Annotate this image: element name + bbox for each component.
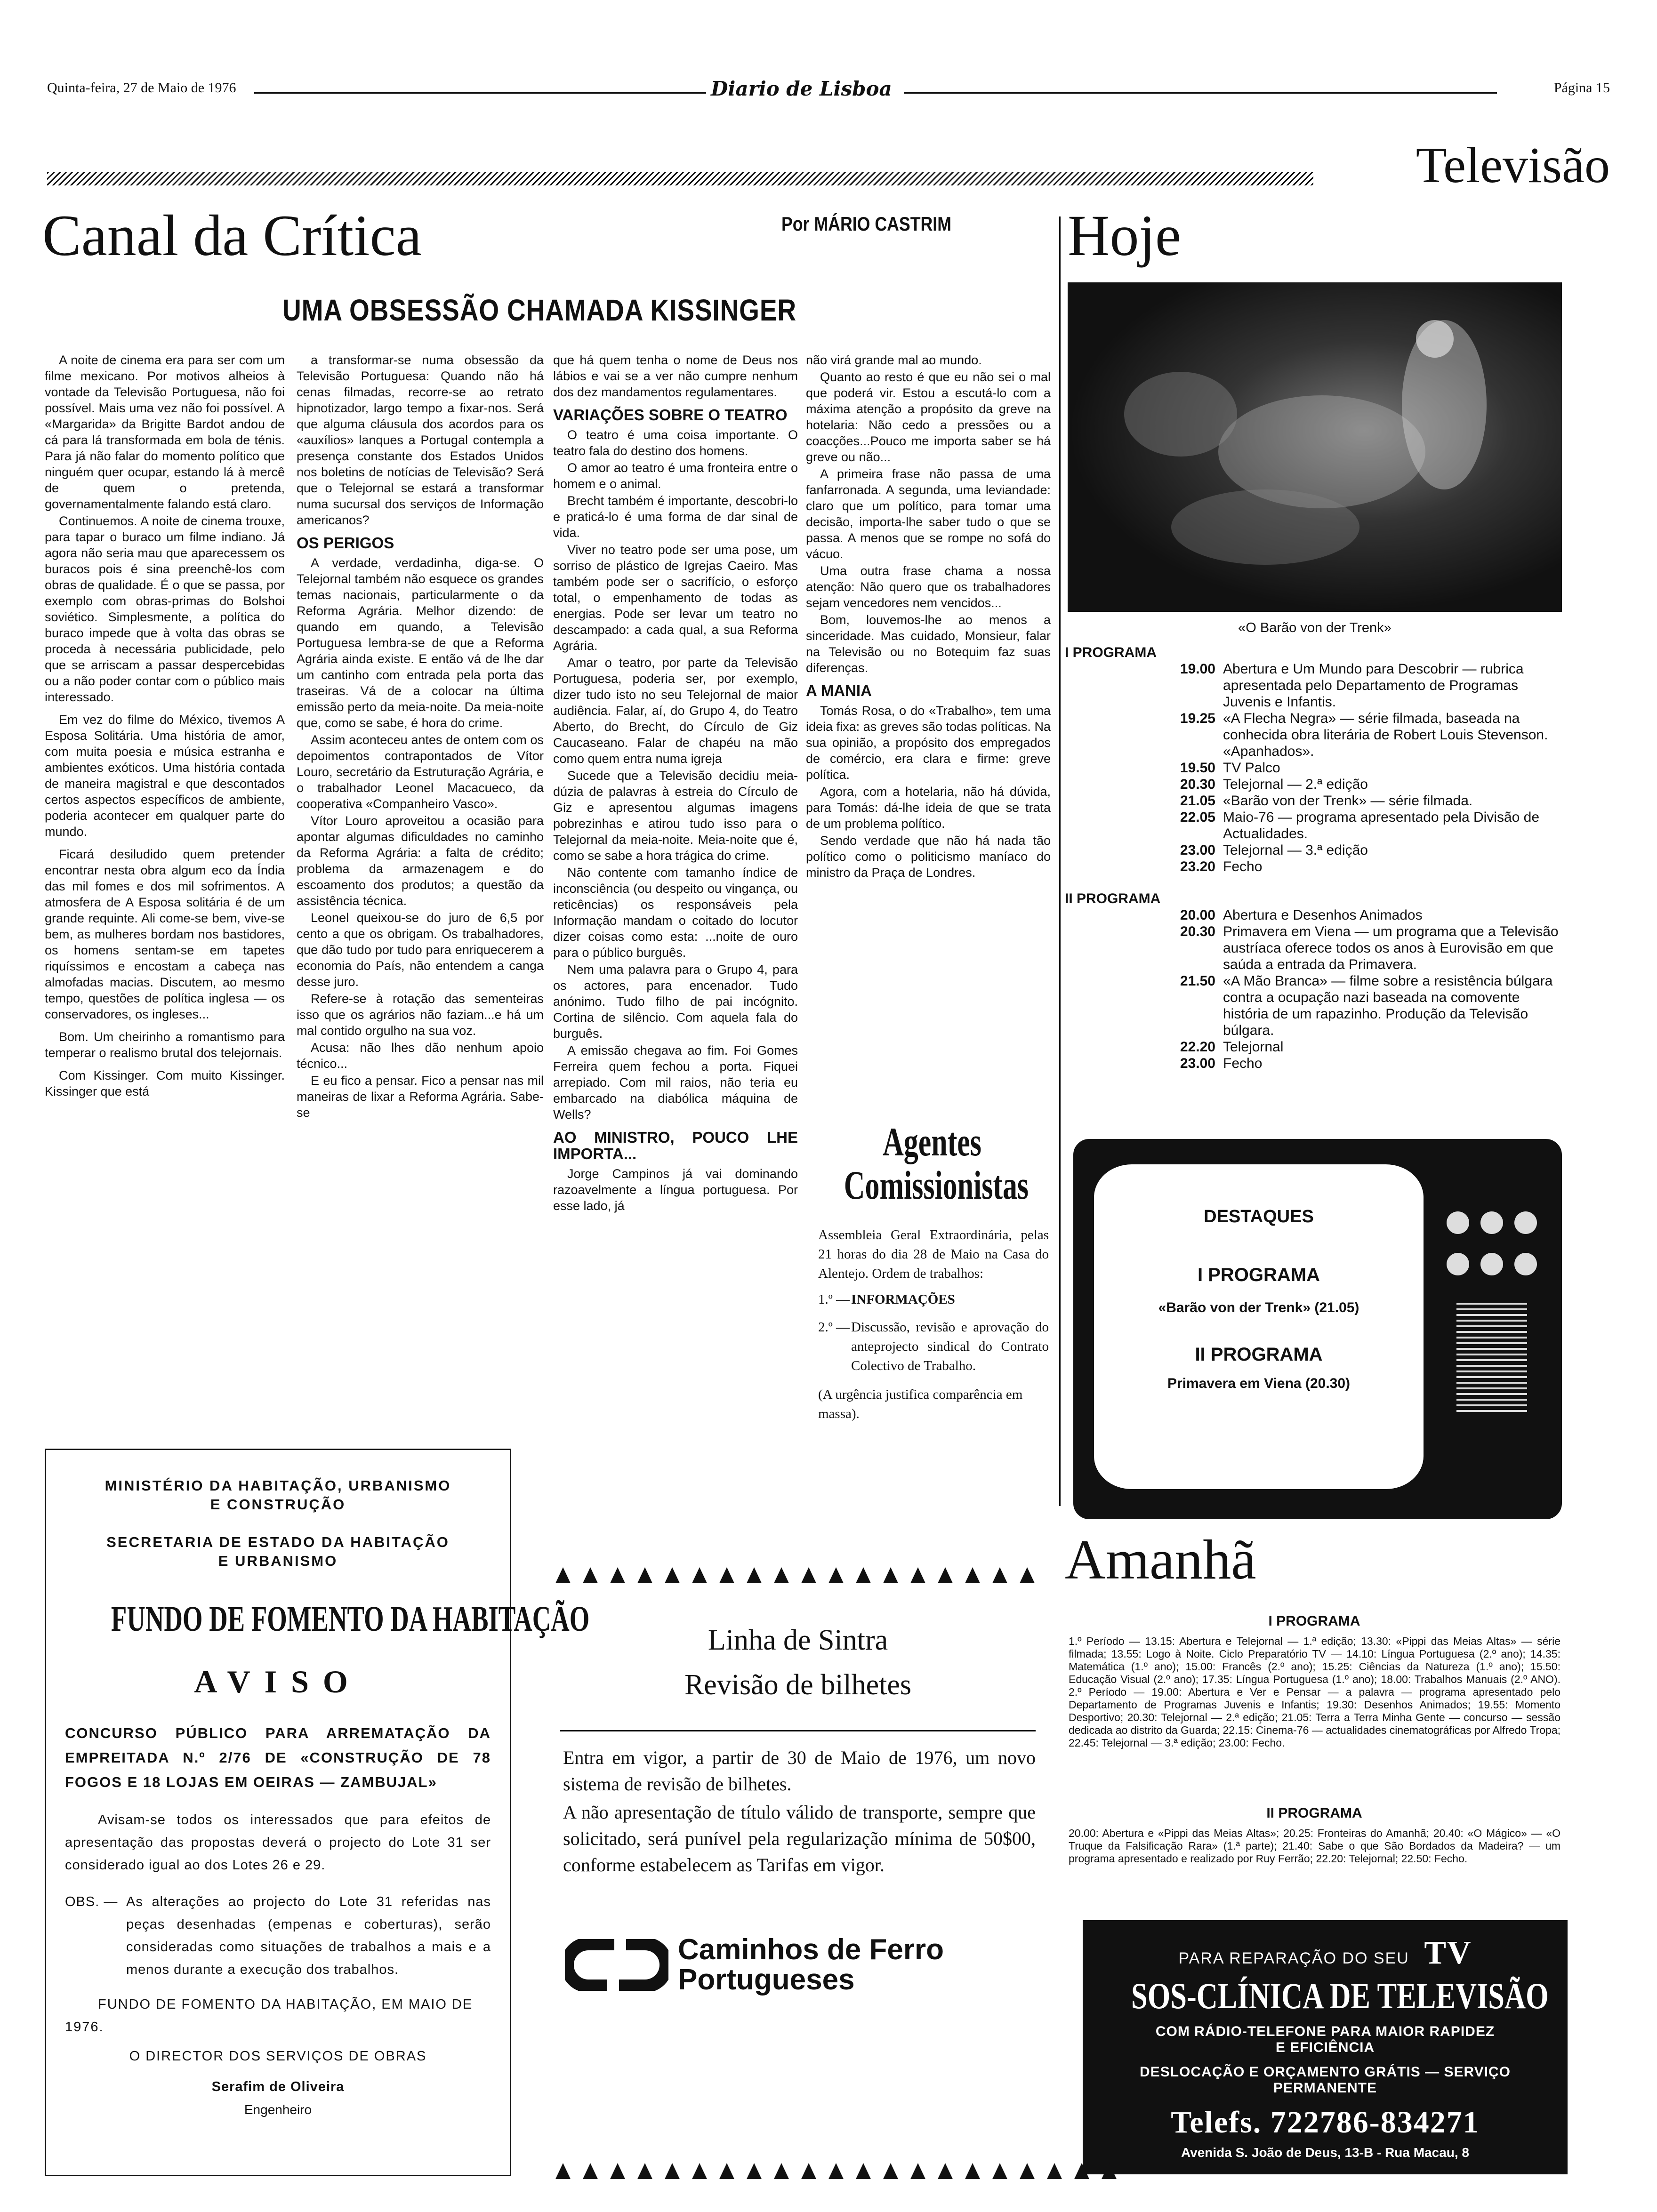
sintra-title-1: Linha de Sintra <box>708 1624 888 1656</box>
ministerio-line-3: SECRETARIA DE ESTADO DA HABITAÇÃO <box>106 1534 450 1550</box>
tv-controls <box>1442 1202 1541 1412</box>
schedule-desc: Primavera em Viena — um programa que a Televisão austríaca oferece todos os anos à Eurovisão em que saúda a entrada da Primavera. <box>1223 924 1559 972</box>
paragraph: Sendo verdade que não há nada tão político como o politicismo maníaco do ministro da Praça de Londres. <box>806 834 1051 880</box>
schedule-row <box>1159 842 1564 858</box>
schedule-desc: Telejornal — 2.ª edição <box>1223 777 1368 792</box>
agentes-title: Agentes Comissionistas <box>844 1119 1029 1208</box>
schedule-desc: Fecho <box>1223 859 1263 874</box>
paragraph: Acusa: não lhes dão nenhum apoio técnico... <box>297 1041 544 1071</box>
schedule-time: 20.00 <box>1180 907 1215 923</box>
hoje-title: Hoje <box>1068 203 1182 268</box>
schedule-time: 23.00 <box>1180 1056 1215 1071</box>
tv-screen <box>1094 1164 1424 1489</box>
paragraph: Tomás Rosa, o do «Trabalho», tem uma ideia fixa: as greves são todas políticas. Na sua opinião, a propósito dos empregados de comércio, era clara e firme: greve política. <box>806 704 1051 782</box>
prog1-list <box>1159 661 1564 875</box>
paragraph: Jorge Campinos já vai dominando razoavelmente a língua portuguesa. Por esse lado, já <box>553 1167 798 1213</box>
paragraph: Assim aconteceu antes de ontem com os depoimentos contrapontados de Vítor Louro, secretário da Estruturação Agrária, e o trabalhador Leonel Macacueco, da cooperativa «Companheiro Vasco». <box>297 733 544 811</box>
schedule-desc: Maio-76 — programa apresentado pela Divisão de Actualidades. <box>1223 809 1540 842</box>
paragraph: Vítor Louro aproveitou a ocasião para apontar algumas dificuldades no caminho da Reforma Agrária: a falta de crédito; problema da armazenagem e do escoamento dos produtos; a questão da assistência técnica. <box>297 814 544 908</box>
amanha-title: Amanhã <box>1065 1528 1256 1591</box>
cp-logo-icon <box>565 1939 668 1991</box>
agentes-box <box>810 1059 1054 1534</box>
paragraph: Brecht também é importante, descobri-lo e praticá-lo é uma forma de dar sinal de vida. <box>553 494 798 540</box>
sos-line-3: DESLOCAÇÃO E ORÇAMENTO GRÁTIS — SERVIÇO <box>1140 2064 1511 2080</box>
paragraph: a transformar-se numa obsessão da Televisão Portuguesa: Quando não há cenas filmadas, recorre-se ao retrato hipnotizador, largo tempo a fixar-nos. Será que alguma cláusula dos acordos para os «auxílios» lanques a Portugal contempla a presença constante dos Estados Unidos nos boletins de notícias de Televisão? Será que o Telejornal se estará a transformar numa sucursal dos serviços de Informação americanos? <box>297 353 544 527</box>
schedule-desc: Telejornal — 3.ª edição <box>1223 842 1368 858</box>
schedule-time: 21.50 <box>1180 973 1215 989</box>
article-col-3 <box>553 352 798 1552</box>
schedule-row <box>1159 1039 1564 1055</box>
knob-icon <box>1480 1211 1503 1234</box>
amanha-prog2-label: II PROGRAMA <box>1266 1805 1362 1821</box>
paragraph: Viver no teatro pode ser uma pose, um sorriso de plástico de Igrejas Caeiro. Mas também pode ser o sacrifício, o esforço total, o empenhamento de todas as energias. Pode ser levar um teatro no descampado: a cada qual, a sua Reforma Agrária. <box>553 543 798 653</box>
rule-left <box>254 92 706 94</box>
cp-line-2: Portugueses <box>678 1964 855 1996</box>
sos-tv: TV <box>1424 1935 1472 1971</box>
triangle-border-top <box>555 1567 1040 1583</box>
item-text: Discussão, revisão e aprovação do anteprojecto sindical do Contrato Colectivo de Trabalho. <box>851 1320 1049 1373</box>
schedule-row <box>1159 923 1564 973</box>
destaques-prog1-show: «Barão von der Trenk» (21.05) <box>1158 1300 1359 1315</box>
obs-block <box>65 1891 491 1981</box>
schedule-row <box>1159 661 1564 710</box>
schedule-desc: Fecho <box>1223 1056 1263 1071</box>
paragraph: Nem uma palavra para o Grupo 4, para os actores, para encenador. Tudo anónimo. Tudo filho de pai incógnito. Cortina de silêncio. Com aquela fala do burguês. <box>553 962 798 1041</box>
paragraph: Bom, louvemos-lhe ao menos a sinceridade. Mas cuidado, Monsieur, falar na Televisão ou no Botequim faz suas diferenças. <box>806 613 1051 675</box>
destaques-prog2-show: Primavera em Viena (20.30) <box>1167 1376 1351 1391</box>
paragraph: O amor ao teatro é uma fronteira entre o homem e o animal. <box>553 461 798 491</box>
sintra-title-2: Revisão de bilhetes <box>684 1669 912 1701</box>
issue-date: Quinta-feira, 27 de Maio de 1976 <box>47 80 236 96</box>
paragraph: A noite de cinema era para ser com um filme mexicano. Por motivos alheios à vontade da Televisão Portuguesa, não foi possível. Mais uma vez não foi possível. A «Margarida» da Brigitte Bardot andou de cá para lá transformada em bola de ténis. Para já não falar do momento político que ninguém quer ocupar, estando lá à mercê de quem o pretenda, governamentalmente falando está claro. <box>45 353 285 511</box>
schedule-desc: «A Mão Branca» — filme sobre a resistência búlgara contra a ocupação nazi baseada na comovente história de um rapazinho. Produção da Televisão búlgara. <box>1223 973 1553 1038</box>
paragraph: Ficará desiludido quem pretender encontrar nesta obra algum eco da Índia das mil fomes e dos mil sofrimentos. A atmosfera de A Esposa solitária é de um grande requinte. Ali come-se bem, vive-se bem, as mulheres bordam nos bastidores, os homens sentam-se em tapetes riquíssimos e encostam a cabeça nas almofadas macias. Discutem, ao mesmo tempo, questões de política inglesa — os conservadores, os ingleses... <box>45 847 285 1021</box>
byline: Por MÁRIO CASTRIM <box>781 213 951 235</box>
schedule-row <box>1159 710 1564 760</box>
paragraph: Uma outra frase chama a nossa atenção: Não quero que os trabalhadores sejam vencedores nem vencidos... <box>806 564 1051 610</box>
amanha-prog1-label: I PROGRAMA <box>1268 1613 1360 1629</box>
paragraph: A verdade, verdadinha, diga-se. O Telejornal também não esquece os grandes temas nacionais, particularmente o da Reforma Agrária. Melhor dizendo: de quando em quando, a Televisão Portuguesa lembra-se de que a Reforma Agrária ainda existe. E então vá de lhe dar um cantinho com entrada pela porta das traseiras. Vá de a colocar na última emissão perto da meia-noite. Da meia-noite que, como se sabe, é hora do crime. <box>297 556 544 730</box>
schedule-time: 19.00 <box>1180 661 1215 677</box>
schedule-time: 19.25 <box>1180 711 1215 726</box>
photo-barao <box>1068 282 1562 612</box>
fundo-date: FUNDO DE FOMENTO DA HABITAÇÃO, EM MAIO DE 1976. <box>65 1997 473 2035</box>
sos-ad <box>1083 1920 1568 2174</box>
paragraph: Não contente com tamanho índice de inconsciência (ou despeito ou vingança, ou reticências) os responsáveis pela Informação mandam o coitado do locutor dizer coisas como esta: ...noite de ouro para o público burguês. <box>553 866 798 960</box>
schedule-row <box>1159 760 1564 776</box>
prog2-label: II PROGRAMA <box>1065 891 1161 906</box>
paragraph: Quanto ao resto é que eu não sei o mal que poderá vir. Estou a escutá-lo com a máxima atenção a propósito da greve na hotelaria: Não cedo a pressões ou a coacções...Pouco me importa saber se há greve ou não... <box>806 370 1051 464</box>
knob-icon <box>1514 1253 1537 1275</box>
amanha-prog1-text: 1.º Período — 13.15: Abertura e Telejornal — 1.ª edição; 13.30: «Pippi das Meias Altas» — série filmada; 13.55: Logo à Noite. Ciclo Preparatório TV — 14.10: Língua Portuguesa (2.º ano); 14.35: Matemática (1.º ano); 15.00: Francês (2.º ano); 15.25: Ciências da Natureza (1.º ano); 15.50: Educação Visual (2.º ano); 17.35: Língua Portuguesa (1.º ano); 18.00: Trabalhos Manuais (2.º ANO). 2.º Período — 19.00: Abertura e Ver e Pensar — a palavra — programa apresentado pelo Departamento de Programas Juvenis e Infantis; 19.30: Desenhos Animados; 19.55: Momento Desportivo; 20.30: Telejornal — 2.ª edição; 21.05: Terra a Terra Minha Gente — concurso — sessão dedicada ao distrito da Guarda; 22.15: Cinema-76 — actualidades cinematográficas por Alfredo Tropa; 22.45: Telejornal — 3.ª edição; 23.00: Fecho. <box>1069 1635 1560 1749</box>
paragraph: Em vez do filme do México, tivemos A Esposa Solitária. Uma história de amor, com muita poesia e música estranha e ambientes exóticos. Uma história contada de maneira magistral e que descontados certos aspectos específicos de ambiente, poderia acontecer em qualquer parte do mundo. <box>45 713 285 839</box>
schedule-row <box>1159 973 1564 1039</box>
agentes-note: (A urgência justifica comparência em massa). <box>818 1387 1023 1421</box>
item-text: INFORMAÇÕES <box>851 1292 955 1307</box>
rule-right <box>904 92 1497 94</box>
speaker-grille-icon <box>1456 1299 1527 1412</box>
subhead: OS PERIGOS <box>297 534 394 552</box>
obs-label: OBS. — <box>65 1894 118 1909</box>
fundo-title: FUNDO DE FOMENTO DA HABITAÇÃO <box>111 1599 590 1639</box>
paper-name: Diario de Lisboa <box>711 77 892 100</box>
headline: UMA OBSESSÃO CHAMADA KISSINGER <box>282 293 797 327</box>
schedule-time: 23.20 <box>1180 859 1215 874</box>
cp-logo <box>565 1935 1040 1995</box>
schedule-desc: «Barão von der Trenk» — série filmada. <box>1223 793 1473 809</box>
triangle-border-bottom <box>555 2163 1117 2179</box>
photo-scene-icon <box>1068 282 1562 612</box>
agentes-item-2 <box>818 1318 1049 1376</box>
amanha-prog2-text: 20.00: Abertura e «Pippi das Meias Altas»; 20.25: Fronteiras do Amanhã; 20.40: «O Mágico» — «O Truque da Falsificação Rara» (1.ª parte); 21.40: Sabe o que São Bordados da Madeira? — um programa apresentado e realizado por Ruy Ferrão; 22.20: Telejornal; 22.50: Fecho. <box>1069 1827 1560 1865</box>
ministerio-line-4: E URBANISMO <box>218 1553 338 1569</box>
sintra-rule <box>560 1730 1036 1731</box>
tv-set <box>1073 1139 1562 1519</box>
subhead: AO MINISTRO, POUCO LHE IMPORTA... <box>553 1129 798 1162</box>
schedule-desc: TV Palco <box>1223 760 1280 776</box>
knob-icon <box>1514 1211 1537 1234</box>
paragraph: A primeira frase não passa de uma fanfarronada. A segunda, uma leviandade: claro que um político, para tomar uma decisão, importa-lhe saber tudo o que se passa. A menos que se rompe no sofá do vácuo. <box>806 467 1051 561</box>
ministerio-line-2: E CONSTRUÇÃO <box>210 1496 346 1513</box>
article-col-4 <box>806 352 1051 1025</box>
sos-name: SOS-CLÍNICA DE TELEVISÃO <box>1131 1975 1549 2016</box>
obs-text: As alterações ao projecto do Lote 31 referidas nas peças desenhadas (empenas e coberturas), serão consideradas como situações de trabalhos a mais e a menos durante a execução dos trabalhos. <box>126 1894 491 1977</box>
ministerio-ad <box>45 1449 590 2176</box>
knob-icon <box>1480 1253 1503 1275</box>
article-col-2 <box>297 352 544 1420</box>
paragraph: Com Kissinger. Com muito Kissinger. Kissinger que está <box>45 1068 285 1098</box>
subhead: A MANIA <box>806 682 872 699</box>
paragraph: O teatro é uma coisa importante. O teatro fala do destino dos homens. <box>553 428 798 458</box>
knob-icon <box>1447 1211 1469 1234</box>
schedule-row <box>1159 776 1564 793</box>
cp-name <box>678 1935 944 1995</box>
paragraph: A emissão chegava ao fim. Foi Gomes Ferreira quem fechou a porta. Fiquei arrepiado. Com mil raios, não teria eu embarcado na diabólica máquina de Wells? <box>553 1043 798 1122</box>
schedule-row <box>1159 858 1564 875</box>
schedule-time: 19.50 <box>1180 760 1215 776</box>
sos-line-1: COM RÁDIO-TELEFONE PARA MAIOR RAPIDEZ <box>1155 2024 1495 2039</box>
paragraph: que há quem tenha o nome de Deus nos lábios e vai se a ver não cumpre nenhum dos dez mandamentos regulamentares. <box>553 353 798 399</box>
director-name: Serafim de Oliveira <box>211 2079 345 2094</box>
sos-top: PARA REPARAÇÃO DO SEU <box>1178 1949 1409 1967</box>
destaques-title: DESTAQUES <box>1204 1207 1314 1226</box>
section-title: Televisão <box>1416 137 1610 193</box>
page-number: Página 15 <box>1553 80 1610 96</box>
sos-line-4: PERMANENTE <box>1273 2080 1377 2096</box>
schedule-desc: Abertura e Um Mundo para Descobrir — rubrica apresentada pelo Departamento de Programas Juvenis e Infantis. <box>1223 661 1524 710</box>
schedule-time: 20.30 <box>1180 777 1215 792</box>
knob-icon <box>1447 1253 1469 1275</box>
schedule-time: 22.05 <box>1180 809 1215 825</box>
schedule-desc: Telejornal <box>1223 1039 1284 1055</box>
schedule-time: 21.05 <box>1180 793 1215 809</box>
masthead <box>0 0 1657 100</box>
destaques-prog1: I PROGRAMA <box>1198 1265 1320 1285</box>
hoje-schedule <box>1065 645 1564 1072</box>
schedule-desc: «A Flecha Negra» — série filmada, baseada na conhecida obra literária de Robert Louis Stevenson. «Apanhados». <box>1223 711 1548 759</box>
concurso-text: CONCURSO PÚBLICO PARA ARREMATAÇÃO DA EMPREITADA N.º 2/76 DE «CONSTRUÇÃO DE 78 FOGOS E 18 LOJAS EM OEIRAS — ZAMBUJAL» <box>65 1725 491 1790</box>
director-title: O DIRECTOR DOS SERVIÇOS DE OBRAS <box>129 2049 427 2064</box>
item-number: 2.º — <box>818 1320 850 1335</box>
destaques-prog2: II PROGRAMA <box>1195 1344 1323 1365</box>
column-divider <box>1059 216 1061 1506</box>
cp-line-1: Caminhos de Ferro <box>678 1933 944 1966</box>
prog2-list <box>1159 907 1564 1072</box>
sos-top-line <box>1083 1934 1568 1972</box>
aviso-body: Avisam-se todos os interessados que para efeitos de apresentação das propostas deverá o projecto do Lote 31 ser considerado igual ao dos Lotes 26 e 29. <box>65 1812 491 1873</box>
photo-caption: «O Barão von der Trenk» <box>1238 620 1392 635</box>
paragraph: Continuemos. A noite de cinema trouxe, para tapar o buraco um filme indiano. Já agora não seria mau que aparecessem os buracos pois é sina preenchê-los com obras de qualidade. É o que se passa, por exemplo com obras-primas do Bolshoi soviético. Simplesmente, a política do buraco impede que à volta das obras se proceda à necessária publicidade, pelo que se arriscam a passar despercebidas ou a não poder contar com o público mais interessado. <box>45 514 285 704</box>
paragraph: E eu fico a pensar. Fico a pensar nas mil maneiras de lixar a Reforma Agrária. Sabe-se <box>297 1074 544 1120</box>
paragraph: Sucede que a Televisão decidiu meia-dúzia de palavras à estreia do Círculo de Giz e apresentou algumas imagens pobrezinhas e atirou tudo isso para o Telejornal da meia-noite. Meia-noite que é, como se sabe a hora trágica do crime. <box>553 769 798 863</box>
sos-address: Avenida S. João de Deus, 13-B - Rua Macau, 8 <box>1181 2145 1470 2160</box>
agentes-body: Assembleia Geral Extraordinária, pelas 21 horas do dia 28 de Maio na Casa do Alentejo. Ordem de trabalhos: <box>818 1227 1049 1281</box>
paragraph: Refere-se à rotação das sementeiras isso que os agrários não faziam...e há um mal contido orgulho na sua voz. <box>297 992 544 1038</box>
paragraph: Leonel queixou-se do juro de 6,5 por cento a que os obrigam. Os trabalhadores, que dão tudo por tudo para enriquecerem a economia do País, não entendem a canga desse juro. <box>297 911 544 989</box>
column-title: Canal da Crítica <box>42 203 422 268</box>
aviso-title: AVISO <box>194 1664 362 1699</box>
subhead: VARIAÇÕES SOBRE O TEATRO <box>553 406 788 424</box>
schedule-desc: Abertura e Desenhos Animados <box>1223 907 1423 923</box>
prog1-label: I PROGRAMA <box>1065 645 1157 660</box>
schedule-row <box>1159 1055 1564 1072</box>
sintra-ad <box>555 1567 1040 2179</box>
article-col-1 <box>45 352 285 1420</box>
schedule-time: 23.00 <box>1180 842 1215 858</box>
schedule-row <box>1159 793 1564 809</box>
sintra-body-2: A não apresentação de título válido de transporte, sempre que solicitado, será punível pela regularização mínima de 50$00, conforme estabelecem as Tarifas em vigor. <box>563 1802 1036 1875</box>
paragraph: Agora, com a hotelaria, não há dúvida, para Tomás: dá-lhe ideia de que se trata de um problema político. <box>806 785 1051 831</box>
item-number: 1.º — <box>818 1292 850 1307</box>
paragraph: Amar o teatro, por parte da Televisão Portuguesa, poderia ser, por exemplo, dizer tudo isto no seu Telejornal de maior audiência. Falar, aí, do Grupo 4, do Teatro Aberto, do Brecht, do Círculo de Giz Caucaseano. Falar de chapéu na mão como quem entra numa igreja <box>553 656 798 766</box>
sintra-body-1: Entra em vigor, a partir de 30 de Maio de 1976, um novo sistema de revisão de bilhetes. <box>563 1747 1036 1795</box>
schedule-row <box>1159 907 1564 923</box>
paragraph: não virá grande mal ao mundo. <box>806 353 982 367</box>
schedule-time: 22.20 <box>1180 1039 1215 1055</box>
schedule-time: 20.30 <box>1180 924 1215 939</box>
director-role: Engenheiro <box>244 2102 312 2117</box>
hatch-band <box>47 172 1313 185</box>
paragraph: Bom. Um cheirinho a romantismo para temperar o realismo brutal dos telejornais. <box>45 1030 285 1060</box>
sos-phone: Telefs. 722786-834271 <box>1171 2105 1480 2140</box>
ministerio-line-1: MINISTÉRIO DA HABITAÇÃO, URBANISMO <box>105 1477 451 1494</box>
schedule-row <box>1159 809 1564 842</box>
sos-line-2: E EFICIÊNCIA <box>1275 2040 1375 2055</box>
agentes-item-1 <box>818 1290 1049 1309</box>
